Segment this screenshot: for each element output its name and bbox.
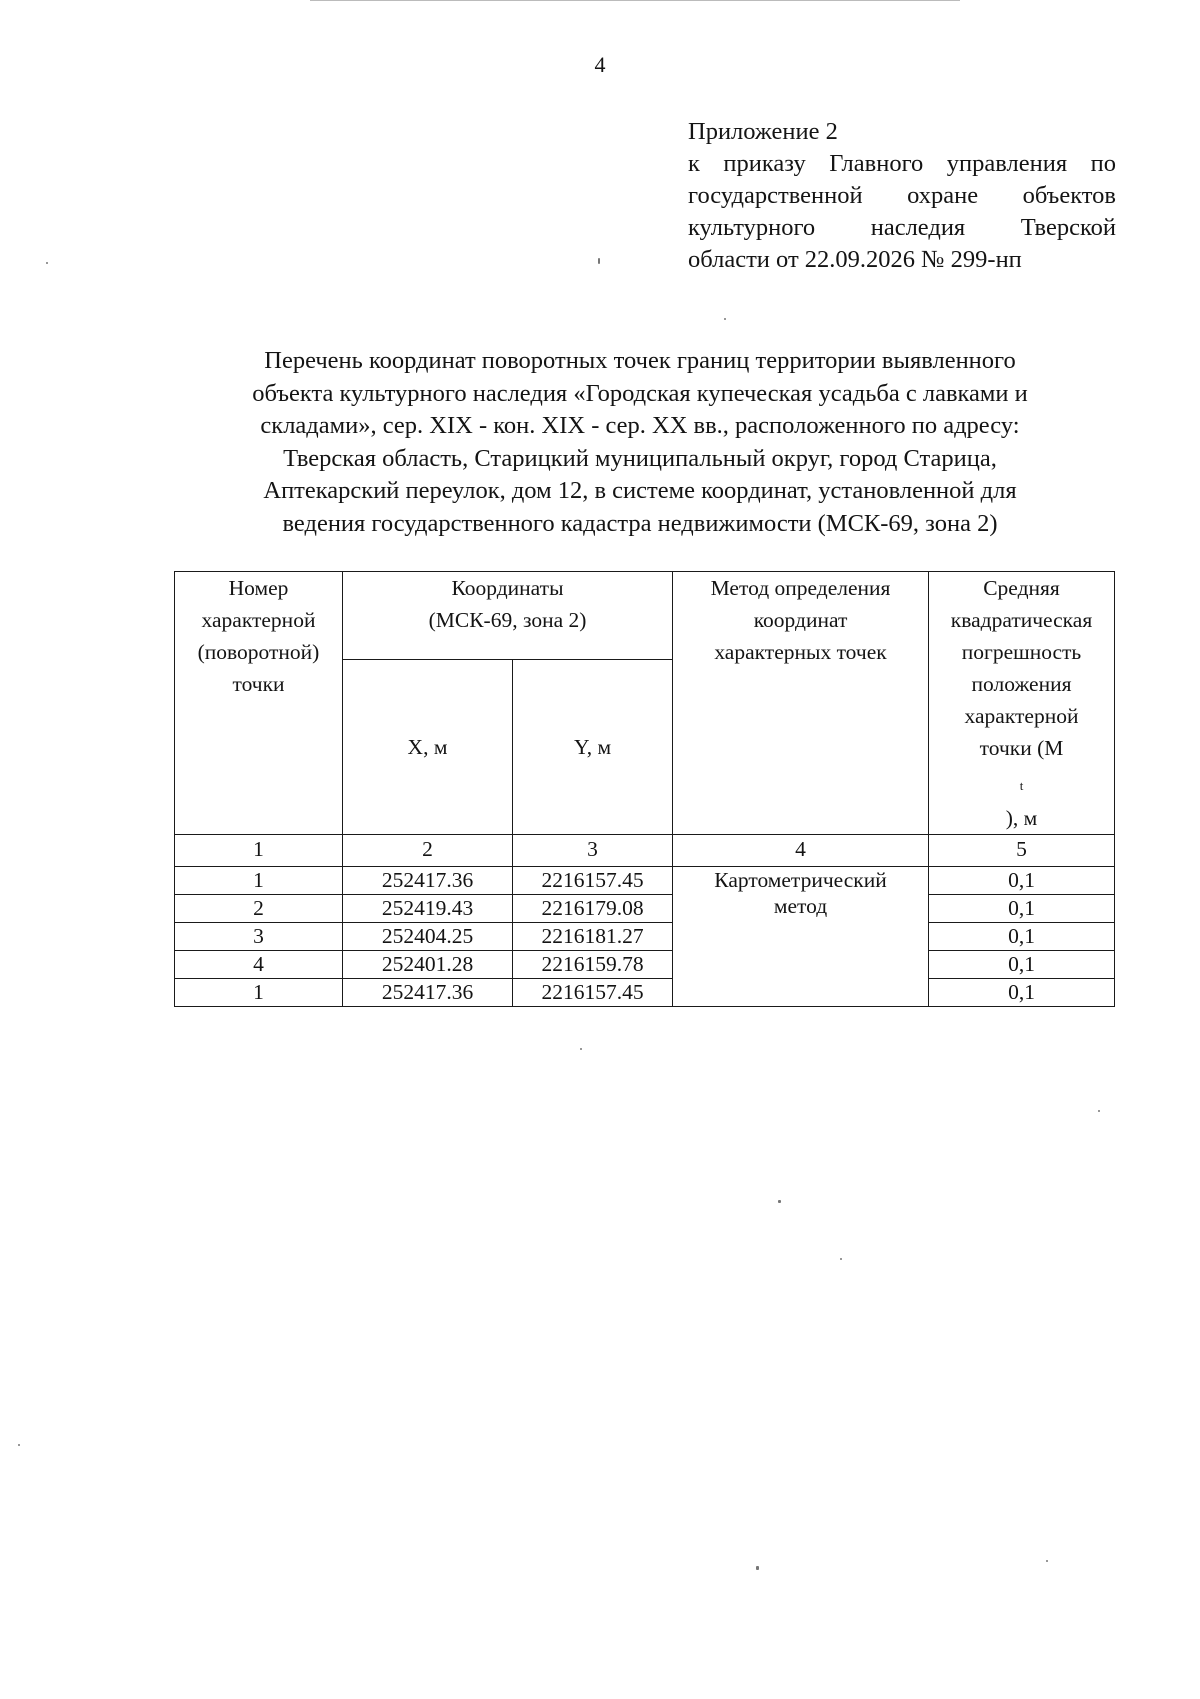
- header-point-number: [175, 572, 343, 835]
- header-y: Y, м: [513, 660, 673, 835]
- header-text: координат: [753, 608, 848, 632]
- cell-y: 2216181.27: [513, 923, 673, 951]
- header-text: положения: [971, 672, 1072, 696]
- cell-x: 252401.28: [343, 951, 513, 979]
- column-number: 5: [929, 835, 1115, 867]
- cell-error: 0,1: [929, 979, 1115, 1007]
- header-text: Номер: [228, 576, 289, 600]
- document-title: [170, 345, 1110, 540]
- header-text: погрешность: [961, 640, 1082, 664]
- appendix-header: [688, 116, 1116, 276]
- header-mean-error: [929, 572, 1115, 835]
- scan-speck: [756, 1566, 759, 1570]
- header-text: Метод определения: [710, 576, 891, 600]
- header-text: характерной: [201, 608, 316, 632]
- cell-point: 4: [175, 951, 343, 979]
- scan-speck: [46, 262, 48, 264]
- cell-x: 252417.36: [343, 867, 513, 895]
- method-text: метод: [773, 894, 828, 918]
- cell-y: 2216157.45: [513, 867, 673, 895]
- cell-point: 3: [175, 923, 343, 951]
- coordinates-table: [174, 571, 1115, 1007]
- title-line: объекта культурного наследия «Городская купеческая усадьба с лавками и: [252, 379, 1028, 407]
- header-text: Средняя: [983, 576, 1060, 600]
- title-line: ведения государственного кадастра недвижимости (МСК-69, зона 2): [282, 509, 998, 537]
- column-number: 3: [513, 835, 673, 867]
- title-line: складами», сер. XIX - кон. XIX - сер. XX вв., расположенного по адресу:: [260, 412, 1020, 439]
- header-text: квадратическая: [950, 608, 1093, 632]
- scan-speck: [724, 318, 726, 320]
- cell-error: 0,1: [929, 867, 1115, 895]
- cell-y: 2216159.78: [513, 951, 673, 979]
- header-subscript: t: [1019, 778, 1024, 793]
- title-line: Перечень координат поворотных точек границ территории выявленного: [264, 347, 1016, 374]
- scan-speck: [1046, 1560, 1048, 1562]
- header-text-part: точки (M: [979, 736, 1064, 760]
- scan-speck: [778, 1200, 781, 1203]
- scan-speck: [1098, 1110, 1100, 1112]
- cell-y: 2216157.45: [513, 979, 673, 1007]
- header-text: (МСК-69, зона 2): [428, 608, 587, 632]
- appendix-line: к приказу Главного управления по: [688, 150, 1116, 177]
- method-text: Картометрический: [714, 868, 887, 892]
- column-number-row: [175, 835, 1115, 867]
- appendix-title: Приложение 2: [688, 118, 838, 145]
- header-text-part: ), м: [1005, 806, 1038, 830]
- cell-y: 2216179.08: [513, 895, 673, 923]
- column-number: 2: [343, 835, 513, 867]
- header-text: [933, 732, 1110, 834]
- header-x: X, м: [343, 660, 513, 835]
- cell-point: 2: [175, 895, 343, 923]
- table-row: [175, 951, 1115, 979]
- title-line: Аптекарский переулок, дом 12, в системе координат, установленной для: [263, 477, 1017, 504]
- table-row: [175, 923, 1115, 951]
- header-method: [673, 572, 929, 835]
- scan-speck: [580, 1048, 582, 1050]
- cell-x: 252404.25: [343, 923, 513, 951]
- cell-point: 1: [175, 979, 343, 1007]
- table-row: [175, 979, 1115, 1007]
- appendix-line: области от 22.09.2026 № 299-нп: [688, 246, 1022, 273]
- cell-point: 1: [175, 867, 343, 895]
- header-text: точки: [232, 672, 285, 696]
- header-coordinates: [343, 572, 673, 660]
- cell-error: 0,1: [929, 923, 1115, 951]
- cell-method: [673, 867, 929, 1007]
- scan-speck: [598, 258, 600, 264]
- table-header-row: [175, 572, 1115, 660]
- scan-speck: [18, 1444, 20, 1446]
- column-number: 1: [175, 835, 343, 867]
- cell-x: 252419.43: [343, 895, 513, 923]
- scan-speck: [840, 1258, 842, 1260]
- cell-error: 0,1: [929, 895, 1115, 923]
- cell-error: 0,1: [929, 951, 1115, 979]
- header-text: характерной: [964, 704, 1079, 728]
- title-line: Тверская область, Старицкий муниципальный округ, город Старица,: [283, 444, 997, 472]
- appendix-line: культурного наследия Тверской: [688, 214, 1116, 241]
- header-text: (поворотной): [197, 640, 320, 664]
- scan-edge-line: [310, 0, 960, 1]
- header-text: характерных точек: [714, 640, 887, 664]
- cell-x: 252417.36: [343, 979, 513, 1007]
- table-row: [175, 895, 1115, 923]
- table-row: [175, 867, 1115, 895]
- appendix-line: государственной охране объектов: [688, 182, 1116, 209]
- column-number: 4: [673, 835, 929, 867]
- header-text: Координаты: [451, 576, 564, 600]
- page-number: 4: [594, 52, 606, 77]
